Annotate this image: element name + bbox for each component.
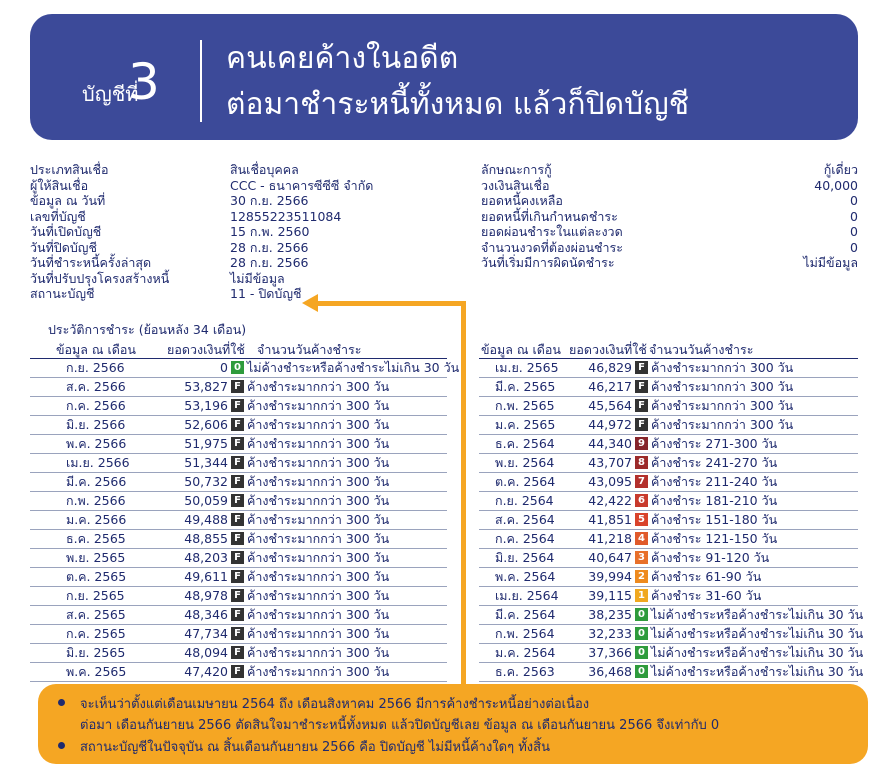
row-month: ก.พ. 2565 [495,398,555,413]
info-label: วันที่ปิดบัญชี [30,239,97,255]
info-value: CCC - ธนาคารซีซีซี จำกัด [230,177,374,193]
info-row [30,271,450,287]
col-date-header: ข้อมูล ณ เดือน [481,342,561,357]
info-row [481,224,858,240]
info-row [481,240,858,256]
info-row [30,178,450,194]
row-month: ก.ค. 2565 [66,626,126,641]
row-amount: 32,233 [588,626,632,641]
col-amount-header: ยอดวงเงินที่ใช้ [167,342,245,357]
row-amount: 46,217 [588,379,632,394]
status-badge: 8 [635,456,648,469]
table-row [30,473,447,492]
row-month: ก.พ. 2564 [495,626,555,641]
row-status: ค้างชำระมากกว่า 300 วัน [651,379,794,394]
row-amount: 53,196 [184,398,228,413]
table-row [30,397,447,416]
info-label: จำนวนงวดที่ต้องผ่อนชำระ [481,239,623,255]
row-month: ส.ค. 2564 [495,512,555,527]
table-row [479,530,858,549]
col-date-header: ข้อมูล ณ เดือน [56,342,136,357]
table-row [479,568,858,587]
row-amount: 41,851 [588,512,632,527]
row-status: ค้างชำระ 241-270 วัน [651,455,778,470]
row-status: ค้างชำระมากกว่า 300 วัน [247,512,390,527]
row-status: ค้างชำระมากกว่า 300 วัน [247,607,390,622]
col-status-header: จำนวนวันค้างชำระ [257,342,362,357]
status-badge: 1 [635,589,648,602]
info-label: ผู้ให้สินเชื่อ [30,177,89,193]
status-badge: F [231,380,244,393]
summary-note [38,684,868,764]
row-amount: 51,344 [184,455,228,470]
banner-title [226,36,689,128]
row-amount: 46,829 [588,360,632,375]
row-amount: 43,095 [588,474,632,489]
table-row [30,549,447,568]
row-amount: 43,707 [588,455,632,470]
table-row [30,416,447,435]
table-row [30,663,447,682]
status-badge: 7 [635,475,648,488]
row-status: ค้างชำระมากกว่า 300 วัน [651,398,794,413]
status-badge: F [231,589,244,602]
row-amount: 40,647 [588,550,632,565]
note-line-2: ต่อมา เดือนกันยายน 2566 ตัดสินใจมาชำระหนี้ทั้งหมด แล้วปิดบัญชีเลย ข้อมูล ณ เดือนกันยายน 2566 จึงเท่ากับ 0 [80,718,720,733]
row-amount: 39,115 [588,588,632,603]
row-month: ธ.ค. 2564 [495,436,555,451]
note-line-1: จะเห็นว่าตั้งแต่เดือนเมษายน 2564 ถึง เดือนสิงหาคม 2566 มีการค้างชำระหนี้อย่างต่อเนื่อง [80,697,590,712]
row-amount: 48,346 [184,607,228,622]
info-value: 30 ก.ย. 2566 [230,193,309,208]
status-badge: F [231,551,244,564]
info-label: วันที่ปรับปรุงโครงสร้างหนี้ [30,270,170,286]
table-row [479,473,858,492]
info-row [481,193,858,209]
row-amount: 49,611 [184,569,228,584]
table-row [479,435,858,454]
row-status: ไม่ค้างชำระหรือค้างชำระไม่เกิน 30 วัน [651,607,864,622]
history-table-right [479,358,864,682]
info-value: 0 [850,208,858,224]
table-row [30,492,447,511]
table-row [30,435,447,454]
info-value: 1285522351​1084 [230,208,342,224]
status-badge: F [231,608,244,621]
info-value: 0 [850,239,858,255]
table-row [479,416,858,435]
info-row [30,240,450,256]
row-amount: 48,855 [184,531,228,546]
row-amount: 45,564 [588,398,632,413]
row-month: ก.ย. 2566 [66,360,125,375]
row-status: ค้างชำระมากกว่า 300 วัน [247,455,390,470]
row-status: ค้างชำระ 181-210 วัน [651,493,778,508]
account-info-right [481,162,858,271]
row-status: ค้างชำระมากกว่า 300 วัน [247,379,390,394]
info-label: ยอดผ่อนชำระในแต่ละงวด [481,224,623,239]
status-badge: F [231,399,244,412]
bullet-icon [58,742,65,749]
row-status: ค้างชำระ 271-300 วัน [651,436,778,451]
row-status: ไม่ค้างชำระหรือค้างชำระไม่เกิน 30 วัน [651,664,864,679]
info-value: กู้เดี่ยว [823,162,858,177]
info-row [481,255,858,271]
row-month: ส.ค. 2565 [66,607,126,622]
info-label: ยอดหนี้ที่เกินกำหนดชำระ [481,208,618,224]
row-amount: 53,827 [184,379,228,394]
row-month: ธ.ค. 2563 [495,664,555,679]
row-amount: 42,422 [588,493,632,508]
row-month: ส.ค. 2566 [66,379,126,394]
status-badge: 0 [635,665,648,678]
row-month: ม.ค. 2566 [66,512,127,527]
banner-divider [200,40,202,122]
status-badge: 0 [635,627,648,640]
account-label: บัญชีที่ [82,82,139,106]
row-amount: 48,094 [184,645,228,660]
table-row [30,511,447,530]
info-label: ข้อมูล ณ วันที่ [30,193,106,208]
table-row [30,644,447,663]
row-month: ม.ค. 2564 [495,645,556,660]
row-month: มิ.ย. 2564 [495,550,555,565]
row-amount: 50,059 [184,493,228,508]
row-status: ค้างชำระมากกว่า 300 วัน [247,417,390,432]
row-month: ก.ค. 2566 [66,398,126,413]
row-month: พ.ค. 2566 [66,436,127,451]
status-badge: 6 [635,494,648,507]
table-row [30,530,447,549]
row-month: ก.ย. 2565 [66,588,125,603]
row-amount: 48,203 [184,550,228,565]
info-label: เลขที่บัญชี [30,208,86,224]
status-badge: 5 [635,513,648,526]
row-month: เม.ย. 2566 [66,455,130,470]
col-amount-header: ยอดวงเงินที่ใช้ [569,342,647,357]
row-amount: 44,972 [588,417,632,432]
info-value: 28 ก.ย. 2566 [230,239,309,255]
info-value: 15 ก.พ. 2560 [230,224,310,239]
table-row [479,378,858,397]
row-amount: 41,218 [588,531,632,546]
row-status: ค้างชำระมากกว่า 300 วัน [247,588,390,603]
status-badge: 0 [231,361,244,374]
row-status: ค้างชำระมากกว่า 300 วัน [247,550,390,565]
table-row [479,625,864,644]
status-badge: 0 [635,608,648,621]
banner-title-line1: คนเคยค้างในอดีต [226,41,459,76]
info-row [30,193,450,209]
info-label: วันที่เปิดบัญชี [30,224,102,239]
info-row [481,178,858,194]
row-status: ค้างชำระมากกว่า 300 วัน [651,417,794,432]
status-badge: F [231,627,244,640]
row-month: ต.ค. 2565 [66,569,127,584]
table-row [30,568,447,587]
status-badge: F [231,456,244,469]
row-amount: 37,366 [588,645,632,660]
table-row [30,587,447,606]
info-row [30,255,450,271]
row-amount: 36,468 [588,664,632,679]
account-number: 3 [128,53,160,111]
table-row [30,454,447,473]
history-table-left [30,358,460,682]
row-status: ไม่ค้างชำระหรือค้างชำระไม่เกิน 30 วัน [651,626,864,641]
info-label: ยอดหนี้คงเหลือ [481,193,563,208]
bullet-icon [58,699,65,706]
table-row [479,454,858,473]
table-row [30,606,447,625]
table-row [479,358,858,378]
row-amount: 38,235 [588,607,632,622]
row-status: ไม่ค้างชำระหรือค้างชำระไม่เกิน 30 วัน [247,360,460,375]
row-status: ค้างชำระมากกว่า 300 วัน [247,645,390,660]
row-amount: 48,978 [184,588,228,603]
arrow-left-icon [302,294,318,312]
row-month: พ.ย. 2565 [66,550,126,565]
row-status: ไม่ค้างชำระหรือค้างชำระไม่เกิน 30 วัน [651,645,864,660]
info-value: 40,000 [814,177,858,193]
table-row [479,549,858,568]
history-title: ประวัติการชำระ (ย้อนหลัง 34 เดือน) [48,322,247,337]
status-badge: F [635,399,648,412]
arrow-connector [461,301,466,689]
info-value: สินเชื่อบุคคล [230,162,299,177]
row-amount: 47,420 [184,664,228,679]
status-badge: 9 [635,437,648,450]
row-status: ค้างชำระมากกว่า 300 วัน [247,626,390,641]
status-badge: F [635,418,648,431]
info-label: วันที่เริ่มมีการผิดนัดชำระ [481,255,615,270]
row-status: ค้างชำระ 121-150 วัน [651,531,778,546]
row-month: มี.ค. 2565 [495,379,556,394]
row-month: ต.ค. 2564 [495,474,556,489]
row-status: ค้างชำระมากกว่า 300 วัน [247,398,390,413]
note-line-3: สถานะบัญชีในปัจจุบัน ณ สิ้นเดือนกันยายน 2566 คือ ปิดบัญชี ไม่มีหนี้ค้างใดๆ ทั้งสิ้น [80,740,550,755]
table-row [30,625,447,644]
info-row [481,209,858,225]
table-row [479,397,858,416]
status-badge: F [635,361,648,374]
row-amount: 44,340 [588,436,632,451]
arrow-connector-horizontal [316,301,466,306]
table-row [30,358,460,378]
account-info-left [30,162,450,302]
status-badge: F [231,532,244,545]
table-row [479,606,864,625]
status-badge: 2 [635,570,648,583]
status-badge: F [231,513,244,526]
status-badge: F [231,475,244,488]
row-status: ค้างชำระมากกว่า 300 วัน [651,360,794,375]
table-row [479,663,864,682]
info-value: ไม่มีข้อมูล [230,270,285,286]
info-row [30,209,450,225]
row-amount: 52,606 [184,417,228,432]
row-status: ค้างชำระมากกว่า 300 วัน [247,493,390,508]
info-label: วันที่ชำระหนี้ครั้งล่าสุด [30,255,152,270]
status-badge: F [635,380,648,393]
row-month: พ.ค. 2565 [66,664,127,679]
table-row [30,378,447,397]
row-month: พ.ค. 2564 [495,569,556,584]
row-month: ก.พ. 2566 [66,493,126,508]
row-status: ค้างชำระ 211-240 วัน [651,474,778,489]
row-month: พ.ย. 2564 [495,455,555,470]
info-row [30,286,450,302]
row-month: ธ.ค. 2565 [66,531,126,546]
status-badge: 3 [635,551,648,564]
row-status: ค้างชำระมากกว่า 300 วัน [247,531,390,546]
row-status: ค้างชำระ 61-90 วัน [651,569,762,584]
row-status: ค้างชำระ 31-60 วัน [651,588,762,603]
info-value: 28 ก.ย. 2566 [230,255,309,270]
table-row [479,644,864,663]
info-value: 11 - ปิดบัญชี [230,286,302,301]
row-month: มี.ค. 2564 [495,607,556,622]
status-badge: F [231,494,244,507]
table-row [479,511,858,530]
row-amount: 51,975 [184,436,228,451]
row-amount: 49,488 [184,512,228,527]
status-badge: F [231,646,244,659]
row-amount: 39,994 [588,569,632,584]
title-banner [30,14,858,140]
row-status: ค้างชำระมากกว่า 300 วัน [247,436,390,451]
row-status: ค้างชำระมากกว่า 300 วัน [247,474,390,489]
row-month: เม.ย. 2564 [495,588,559,603]
info-value: ไม่มีข้อมูล [803,255,858,270]
row-amount: 47,734 [184,626,228,641]
info-value: 0 [850,193,858,208]
info-label: วงเงินสินเชื่อ [481,177,550,193]
info-label: ประเภทสินเชื่อ [30,162,109,177]
info-value: 0 [850,224,858,239]
row-month: เม.ย. 2565 [495,360,559,375]
table-row [479,492,858,511]
row-month: มิ.ย. 2566 [66,417,126,432]
row-month: ม.ค. 2565 [495,417,556,432]
row-amount: 50,732 [184,474,228,489]
status-badge: F [231,665,244,678]
info-row [30,224,450,240]
status-badge: F [231,437,244,450]
row-month: มิ.ย. 2565 [66,645,126,660]
info-label: สถานะบัญชี [30,286,95,301]
row-amount: 0 [220,360,228,375]
row-status: ค้างชำระมากกว่า 300 วัน [247,664,390,679]
row-month: ก.ย. 2564 [495,493,554,508]
row-status: ค้างชำระมากกว่า 300 วัน [247,569,390,584]
info-label: ลักษณะการกู้ [481,162,552,177]
status-badge: F [231,570,244,583]
row-month: มี.ค. 2566 [66,474,127,489]
banner-title-line2: ต่อมาชำระหนี้ทั้งหมด แล้วก็ปิดบัญชี [226,87,690,122]
status-badge: 4 [635,532,648,545]
status-badge: 0 [635,646,648,659]
info-row [481,162,858,178]
table-row [479,587,858,606]
info-row [30,162,450,178]
row-month: ก.ค. 2564 [495,531,555,546]
row-status: ค้างชำระ 91-120 วัน [651,550,770,565]
status-badge: F [231,418,244,431]
row-status: ค้างชำระ 151-180 วัน [651,512,778,527]
col-status-header: จำนวนวันค้างชำระ [649,342,754,357]
